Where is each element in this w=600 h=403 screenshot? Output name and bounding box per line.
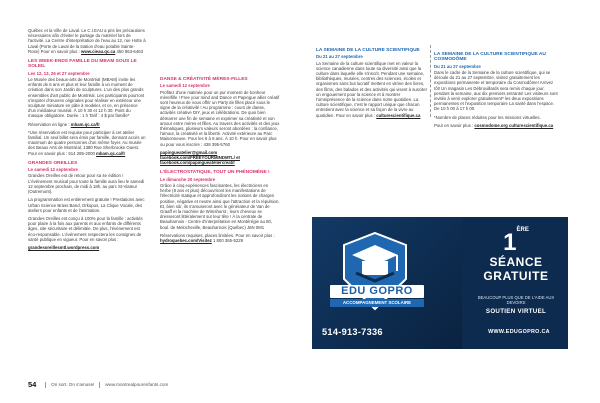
danse-title: DANSE & CRÉATIVITÉ MÈRES-FILLES: [160, 77, 248, 82]
page-number: 54: [28, 380, 37, 389]
column-divider: [430, 45, 431, 117]
culturescientifique-link[interactable]: culturescientifique.ca: [376, 112, 421, 118]
cieau-phone: 450 963-6463: [116, 48, 143, 54]
footer-website[interactable]: www.montrealpourenfants.com: [105, 382, 169, 387]
electrostatique-title: L'ÉLECTROSTATIQUE, TOUT UN PHÉNOMÈNE !: [160, 170, 270, 176]
hydroquebec-link[interactable]: hydroquebec.com/Visitez: [160, 238, 212, 244]
mbam-body: Le Musée des beaux-arts de Montréal (MBAM) invite les enfants de 6 ans et plus et leur famille à un moment de création dans son Jardin de sculptures. L'un des plus grands ensembles d'art public de Montréal. Les participants pourront s'inspirer d'œuvres originales pour réaliser en extérieur une sculpture miniature en pâte à modeler, et ce, en présence d'un médiateur muséal. À 10 h 30 et 12 h 30. Point du masque obligatoire. Durée : 1 h Tarif : 4 $ par famille*: [28, 77, 145, 119]
grandes-oreilles-date: Le samedi 12 septembre: [28, 167, 78, 173]
cosmodome-title: LA SEMAINE DE LA CULTURE SCIENTIFIQUE AU COSMODÔME: [434, 52, 546, 63]
column-1: [28, 28, 146, 253]
grandes-oreilles-body-3: Grandes Oreilles est conçu à 100% pour la famille : activités pour plaire à la fois aux parents et aux enfants de différents âges, site sécuritaire et délimitée. De plus, l'événement est éco-responsable. L'événement respectera les consignes de santé publique en vigueur. Pour en savoir plus :: [28, 215, 143, 242]
danse-links[interactable]: papingueatelier@gmail.com facebook.com/FREEYOURMINDMTL/ et facebook.com/papingueateliercreatif: [160, 149, 240, 166]
cieau-link[interactable]: www.cieau.qc.ca: [81, 48, 116, 54]
ad-subtitle: ACCOMPAGNEMENT SCOLAIRE: [330, 299, 424, 307]
cosmodome-more: Pour en savoir plus : cosmodome.org culturescientifique.ca: [434, 122, 554, 128]
ad-brand: EDU GOPRO: [330, 285, 424, 298]
edugopro-ad[interactable]: [312, 217, 568, 349]
ad-offer: [468, 227, 564, 315]
cosmodome-link[interactable]: cosmodome.org culturescientifique.ca: [474, 122, 554, 128]
ad-gratuite: GRATUITE: [483, 269, 549, 283]
electrostatique-body-2: Réservations requises, places limitées. Pour en savoir plus : hydroquebec.com/Visitez 1 800 365-5229: [160, 232, 275, 244]
ad-phone[interactable]: 514-913-7336: [322, 327, 383, 337]
mbam-date: Les 12, 13, 26 et 27 septembre: [28, 70, 90, 76]
ad-tagline: BEAUCOUP PLUS QUE DE L'AIDE AUX DEVOIRS: [477, 295, 555, 306]
mbam-note: *Une réservation est requise pour participer à cet atelier familial. Un seul billet sera émis par famille, donnant accès un maximum de quatre personnes d'un même foyer. Au musée des Beaux Arts de Montréal, 1380 Rue Sherbrooke Ouest. Pour en savoir plus : 514 285-2000 mbam.qc.ca/fr: [28, 129, 146, 156]
footer-divider: [45, 382, 46, 388]
ad-first-session: 1ÈRE: [503, 227, 529, 256]
ad-soutien: SOUTIEN VIRTUEL: [485, 308, 547, 316]
footer-divider: [99, 382, 100, 388]
column-4: [434, 52, 560, 131]
column-3: [316, 48, 428, 121]
mbam-title: LES WEEK-ENDS FAMILLE DU MBAM SOUS LE SOLEIL: [28, 59, 137, 70]
electrostatique-date: Le dimanche 20 septembre: [160, 176, 216, 182]
mbam-note-link[interactable]: mbam.qc.ca/fr: [96, 150, 126, 156]
cosmodome-body: Dans le cadre de la Semaine de la culture scientifique, qui se déroule du 21 au 27 septembre, visitez gratuitement les expositions permanente et temporaire du Cosmodôme! Arrivez tôt! Un magasin Les Débrouillards sera remis chaque jour, pendant la semaine, aux dix premiers entrants! Les visiteurs sont invités à venir explorer gratuitement* les deux expositions permanentes et l'exposition temporaire La santé dans l'espace. De 10 h 00 à 17 h 00.: [434, 70, 558, 112]
semaine-culture-title: LA SEMAINE DE LA CULTURE SCIENTIFIQUE: [316, 48, 420, 53]
ad-first-sup: ÈRE: [516, 227, 529, 233]
grandes-oreilles-body-1: Grandes Oreilles est de retour pour sa 4e édition ! L'événement musical pour toute la famille aura lieu le samedi 12 septembre prochain, de midi à 18h, au parc St-Viateur (Outremont).: [28, 173, 145, 195]
semaine-culture-body: La Semaine de la culture scientifique met en valeur la science canadienne dans toute sa diversité ainsi que la culture dans laquelle elle s'inscrit. Pendant une semaine, bibliothèques, musées, centres des sciences, écoles et organismes sans but lucratif mettent en vitrine des livres, des films, des balados et des activités qui visent à susciter un engouement pour la science et à montrer l'omniprésence de la science dans notre quotidien. La culture scientifique, c'est le rapport unique que chacun entretient avec la science et sa façon de la vivre au quotidien. Pour en savoir plus : culturescientifique.ca: [316, 60, 428, 118]
page-footer: [28, 380, 168, 389]
grandes-oreilles-body-2: La programmation est entièrement gratuite ! Prestations avec Urban Science Brass Band, Orkopus, La Clique Vocale, des ateliers pour enfants et de l'animation.: [28, 197, 145, 213]
grandes-oreilles-link[interactable]: grandesoreillesmtl.wordpress.com: [28, 244, 100, 250]
ad-website[interactable]: WWW.EDUGOPRO.CA: [488, 329, 550, 335]
danse-date: Le samedi 12 septembre: [160, 83, 210, 89]
electrostatique-body-1: Grâce à cinq expériences fascinantes, les électriciens en herbe (8 ans et plus) découvriront les manifestations de l'électricité statique et approfondiront les notions de charges positive, négative et neutre ainsi que l'attraction et la répulsion. Et, bien sûr, ils s'amuseront avec le générateur de Van de Graaff et la machine de Wimshurst ; leurs cheveux se dresseront littéralement sur leur tête ! À la centrale de Beauharnois - Centre d'interprétation en Montérégie au 80, boul. de Melocheville, Beauharnois (Québec) J6N 0M1: [160, 183, 280, 230]
grandes-oreilles-title: GRANDES OREILLES: [28, 160, 78, 166]
mbam-link[interactable]: mbam.qc.ca/fr: [70, 121, 100, 127]
cosmodome-date: Du 21 au 27 septembre: [434, 63, 481, 69]
column-2: [160, 72, 280, 246]
ad-seance: SÉANCE: [489, 255, 543, 269]
danse-body: Profitez d'une matinée pour un pur moment de bonheur mère/fille ! Free your mind and Dance et Papingue allier créatif sont heureux de vous offrir un Party de filles placé sous le signe de la créativité ! Au programme : cours de danse, activités créative DIY, jeux et célébrations. De quoi bien démarrer une fin de semaine et exprimer sa créativité et son amour entre mères et filles. Au travers des activités et des jeux thématiques, plusieurs valeurs seront abordées : la confiance, l'amour, la créativité et la liberté. Activité extérieure au Parc Maisonneuve. Pour les 6 à 9 ans. À 10 h. Pour en savoir plus ou pour vous inscrire : 438 395-5760: [160, 89, 280, 147]
intro-paragraph: Québec et la Ville de Laval. Le C.I.EAU a pris les précautions nécessaires afin d'éviter le partage du matériel lors de l'activité. La Centre d'interprétation de l'eau au 12, rue Hotte à Laval (Porte de Laval de la station d'eau potable Sainte-Rose) Pour en savoir plus : www.cieau.qc.ca 450 963-6463: [28, 28, 146, 54]
semaine-culture-date: Du 21 au 27 septembre: [316, 54, 363, 60]
cosmodome-note: *Nombre de places réduites pour les missions virtuelles.: [434, 114, 541, 120]
footer-publication: On sort. On s'amuse!: [51, 382, 95, 387]
mbam-reservation: Réservation en ligne : mbam.qc.ca/fr: [28, 121, 100, 127]
